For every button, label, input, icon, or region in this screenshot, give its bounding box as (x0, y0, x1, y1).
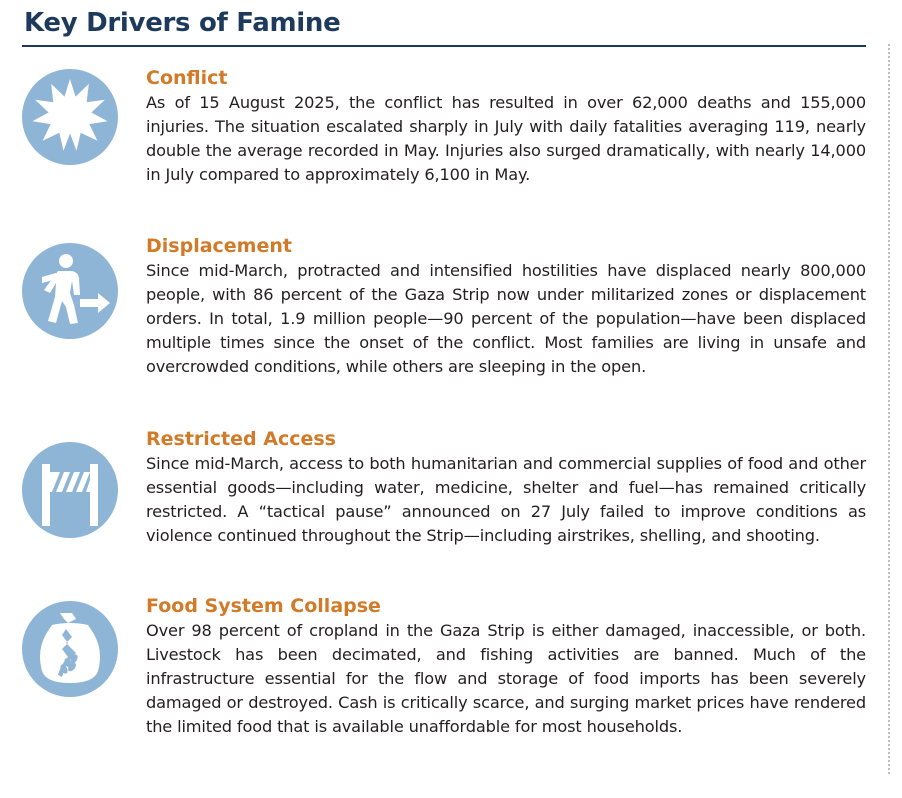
section-heading: Conflict (146, 67, 228, 89)
section-body: Since mid-March, access to both humanitarian and commercial supplies of food and other essential goods—including water, medicine, shelter and fuel—has remained critically restricted. A “tactical pause” announced on 27 July failed to improve conditions as violence continued throughout the Strip—including airstrikes, shelling, and shooting. (146, 454, 866, 545)
section-conflict (0, 67, 902, 227)
section-body: As of 15 August 2025, the conflict has resulted in over 62,000 deaths and 155,000 injuries. The situation escalated sharply in July with daily fatalities averaging 119, nearly double the average recorded in May. Injuries also surged dramatically, with nearly 14,000 in July compared to approximately 6,100 in May. (146, 93, 866, 184)
section-body: Over 98 percent of cropland in the Gaza Strip is either damaged, inaccessible, or both. Livestock has been decimated, and fishing activities are banned. Much of the infrastructure essential for the flow and storage of food imports has been severely damaged or destroyed. Cash is critically scarce, and surging market prices have rendered the limited food that is available unaffordable for most households. (146, 621, 866, 736)
title-divider (22, 45, 866, 47)
section-heading: Food System Collapse (146, 595, 381, 617)
section-body: Since mid-March, protracted and intensified hostilities have displaced nearly 800,000 people, with 86 percent of the Gaza Strip now under militarized zones or displacement orders. In total, 1.9 million people—90 percent of the population—have been displaced multiple times since the onset of the conflict. Most families are living in unsafe and overcrowded conditions, while others are sleeping in the open. (146, 261, 866, 376)
section-food-system-collapse (0, 595, 902, 775)
person-walking-icon (22, 243, 118, 339)
broken-grain-sack-icon (22, 601, 118, 697)
page-title: Key Drivers of Famine (24, 8, 341, 38)
section-restricted-access (0, 428, 902, 578)
barrier-icon (22, 442, 118, 538)
explosion-icon (22, 69, 118, 165)
section-heading: Displacement (146, 235, 292, 257)
section-displacement (0, 235, 902, 415)
section-heading: Restricted Access (146, 428, 336, 450)
